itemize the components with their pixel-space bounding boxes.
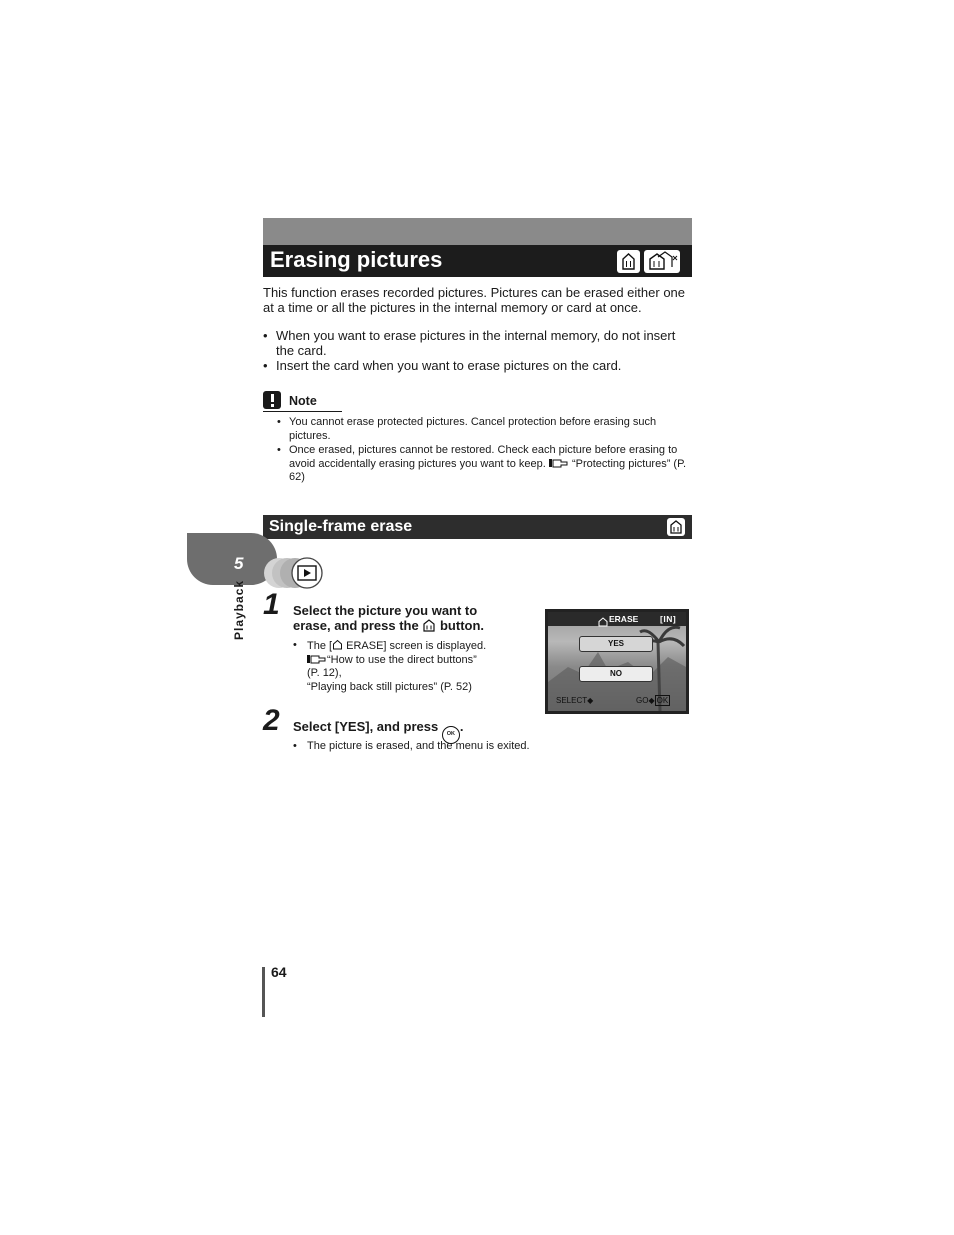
reference-text: “Playing back still pictures” (P. 52) xyxy=(307,680,472,693)
section-title: Single-frame erase xyxy=(269,518,413,535)
playback-mode-icon xyxy=(263,557,327,589)
erase-button-icon xyxy=(422,618,436,632)
right-arrow-icon: ◆ xyxy=(648,696,655,705)
reference-icon xyxy=(307,654,327,664)
erase-icon xyxy=(332,639,343,650)
step-instruction: Select [YES], and press OK . xyxy=(293,719,533,744)
note-underline xyxy=(263,411,342,412)
lcd-memory: [IN] xyxy=(660,614,677,624)
lcd-title: ERASE xyxy=(609,614,639,624)
lcd-go-label: GO xyxy=(636,696,649,705)
note-reference: “Protecting pictures” (P. 62) xyxy=(289,457,687,483)
intro-paragraph: This function erases recorded pictures. Pictures can be erased either one at a time or all the pictures in the internal memory or card at once. xyxy=(263,285,686,315)
page-title: Erasing pictures xyxy=(270,247,443,272)
step-text: Select the picture you want to xyxy=(293,603,478,618)
chapter-number: 5 xyxy=(234,554,244,573)
bullet-item: • When you want to erase pictures in the internal memory, do not insert the card. xyxy=(263,328,693,358)
step-detail-text: ERASE] screen is displayed. xyxy=(346,640,487,652)
note-text: You cannot erase protected pictures. Cancel protection before erasing such pictures. xyxy=(289,416,657,442)
lcd-select-label: SELECT xyxy=(556,696,588,705)
up-down-icon: ◆ xyxy=(587,696,594,705)
note-item: • Once erased, pictures cannot be restored. Check each picture before erasing to avoid accidentally erasing pictures you want to keep. “Protecting pictures” (P. 62) xyxy=(277,444,687,483)
step-detail: • The [ ERASE] screen is displayed. “How to use the direct buttons” (P. 12), “Playing back still pictures” (P. 52) xyxy=(293,639,533,694)
lcd-select-hint xyxy=(556,696,593,705)
lcd-erase-icon xyxy=(598,614,608,624)
note-text: Once erased, pictures cannot be restored. Check each picture before erasing to avoid accidentally erasing pictures you want to keep. xyxy=(289,444,678,470)
step-detail-text: The [ xyxy=(307,640,333,652)
note-label: Note xyxy=(289,394,317,408)
reference-icon xyxy=(549,458,569,468)
chapter-label: Playback xyxy=(232,579,246,640)
step-detail-text: The picture is erased, and the menu is exited. xyxy=(307,740,530,752)
single-erase-icon xyxy=(617,250,640,273)
step-instruction xyxy=(293,603,533,633)
lcd-no-option[interactable]: NO xyxy=(579,666,653,682)
step-detail: • The picture is erased, and the menu is exited. xyxy=(293,740,533,754)
bullet-text: Insert the card when you want to erase pictures on the card. xyxy=(276,358,622,373)
page-marker-bar xyxy=(262,967,265,1017)
bullet-item: • Insert the card when you want to erase pictures on the card. xyxy=(263,358,693,373)
reference-page: (P. 12), xyxy=(307,667,342,679)
reference-text: “How to use the direct buttons” xyxy=(327,653,477,666)
lcd-ok-label: OK xyxy=(656,696,669,705)
ok-icon-label: OK xyxy=(446,731,455,737)
step-text: erase, and press the xyxy=(293,618,419,633)
single-erase-icon xyxy=(667,518,685,536)
step-text: Select [YES], and press xyxy=(293,719,439,734)
bullet-text: When you want to erase pictures in the internal memory, do not insert the card. xyxy=(276,328,676,358)
all-erase-icon xyxy=(644,250,680,273)
note-icon xyxy=(263,391,281,409)
page-number: 64 xyxy=(271,964,287,980)
lcd-go-hint xyxy=(636,696,670,705)
step-text: button. xyxy=(439,618,485,633)
lcd-screen xyxy=(548,612,686,711)
lcd-yes-option[interactable]: YES xyxy=(579,636,653,652)
note-item: • You cannot erase protected pictures. Cancel protection before erasing such pictures. xyxy=(277,416,693,443)
title-bar-band xyxy=(263,218,692,245)
step-number: 1 xyxy=(263,588,280,621)
step-number: 2 xyxy=(263,704,280,737)
